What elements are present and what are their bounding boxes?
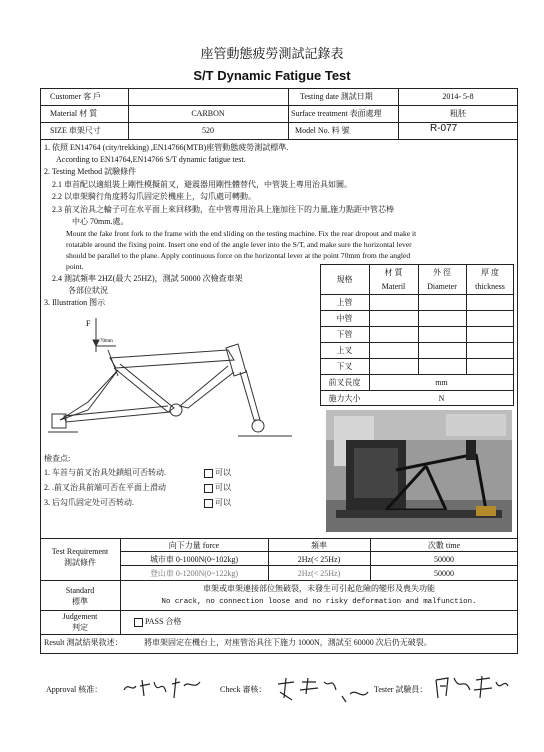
- tester-label: Tester 試驗員：: [374, 685, 428, 694]
- spec-col-spec: 規格: [336, 275, 353, 284]
- requirement-col-freq: 頻率: [311, 541, 327, 550]
- surface-label: Surface treatment 表面處理: [291, 109, 382, 118]
- checkpoint-1-checkbox[interactable]: [204, 469, 213, 478]
- requirement-label-en: Test Requirement: [51, 547, 109, 556]
- front-wheel-fixture: [252, 420, 264, 432]
- approval-signature: [114, 672, 214, 702]
- requirement-col-force: 向下力量 force: [168, 541, 220, 550]
- seat-stay: [60, 370, 118, 420]
- section2-item3b: 中心 70mm.處。: [72, 217, 129, 226]
- judgement-label-en: Judgement: [62, 612, 98, 621]
- spec-row-seat-stay: 上叉: [336, 346, 353, 355]
- requirement-col-count: 次數 time: [427, 541, 461, 550]
- dim-label: 70mm: [100, 339, 113, 344]
- checkpoint-1-option[interactable]: [204, 468, 231, 478]
- section2-item4b: 各部位狀況: [68, 286, 108, 295]
- spec-col-diameter-cn: 外 徑: [433, 268, 451, 277]
- section3-heading: 3. Illustration 图示: [44, 298, 106, 307]
- section2-en3: should be parallel to the plane. Apply continuous force on the horizontal lever at the point 70mm from the angled: [66, 251, 411, 260]
- spec-col-thickness-en: thickness: [475, 282, 505, 291]
- spec-fork-length-label: 前叉長度: [328, 378, 361, 387]
- material-label: Material 材 質: [50, 109, 98, 118]
- check-label: Check 審核：: [220, 685, 267, 694]
- result-text: 將車架固定在機台上，对座管治具往下施力 1000N，測試至 60000 次后仍无破裂。: [144, 638, 432, 647]
- section2-en1: Mount the fake front fork to the frame with the end sliding on the testing machine. Fix the rear dropout and make it: [66, 229, 417, 238]
- test-machine-photo: [326, 410, 512, 532]
- checkpoint-3-text: 3. 后勾爪固定处可否转动.: [44, 498, 134, 507]
- checkpoint-2-checkbox[interactable]: [204, 484, 213, 493]
- model-value: R-077: [430, 123, 458, 134]
- model-label: Model No. 料 號: [295, 126, 350, 135]
- spec-col-material-cn: 材 質: [384, 268, 403, 277]
- testing-date-value: 2014- 5-8: [442, 92, 474, 101]
- tester-signature: [430, 672, 510, 704]
- force-label: F: [86, 319, 91, 328]
- judgement-pass-checkbox[interactable]: [134, 618, 143, 627]
- chain-stay: [64, 406, 170, 422]
- spec-col-thickness-cn: 厚 度: [481, 268, 499, 277]
- seat-tube: [114, 364, 174, 412]
- checkpoint-1-text: 1. 车首与前叉治具处鎖組可否转动.: [44, 468, 166, 477]
- section2-item1: 2.1 車首配以適組裝上剛性模擬前叉，避震器用剛性體替代，中管裝上專用治具如圖。: [52, 180, 352, 189]
- section1-line2: According to EN14764,EN14766 S/T dynamic fatigue test.: [56, 155, 246, 164]
- requirement-row1-force: 城市車 0-1000N(0~102kg): [149, 555, 239, 564]
- material-value: CARBON: [191, 109, 225, 118]
- checkpoint-2-option[interactable]: [204, 483, 231, 493]
- standard-label-cn: 標準: [72, 597, 88, 606]
- requirement-row1-count: 50000: [434, 555, 454, 564]
- down-tube: [180, 366, 234, 408]
- surface-value: 粗胚: [450, 109, 466, 118]
- section1-line1: 1. 依照 EN14764 (city/trekking) ,EN14766(MTB)座管動態疲勞測試標準.: [44, 143, 289, 152]
- size-label: SIZE 車架尺寸: [50, 126, 101, 135]
- judgement-pass[interactable]: [134, 617, 181, 627]
- spec-fork-length-unit: mm: [435, 378, 448, 387]
- head-tube: [226, 344, 246, 376]
- section2-heading: 2. Testing Method 試驗條件: [44, 167, 137, 176]
- customer-label: Customer 客 戶: [50, 92, 102, 101]
- judgement-label-cn: 判定: [72, 623, 88, 632]
- checkpoint-2-text: 2. .前叉治具前端可否在平面上滑动: [44, 483, 166, 492]
- requirement-label-cn: 測試條件: [64, 558, 96, 567]
- section2-en4: point.: [66, 262, 84, 271]
- checkpoint-3-option-label: 可以: [215, 498, 231, 507]
- requirement-row2-freq: 2Hz(< 25Hz): [297, 569, 341, 578]
- section2-item2: 2.2 以車架騎行角度將勾爪固定於機座上，勾爪處可轉動。: [52, 192, 256, 201]
- checkpoints-heading: 檢查点:: [44, 454, 71, 463]
- spec-row-down-tube: 下管: [336, 330, 353, 339]
- testing-date-label: Testing date 測試日期: [300, 92, 373, 101]
- checkpoint-3-option[interactable]: [204, 498, 231, 508]
- title-en: S/T Dynamic Fatigue Test: [193, 68, 351, 83]
- section2-item3a: 2.3 前叉治具之輪子可在水平面上來回移動，在中管專用治具上施加往下的力量,施力點距中管芯棒: [52, 205, 394, 214]
- spec-col-material-en: Materil: [381, 282, 406, 291]
- section2-item4a: 2.4 測試頻率 2HZ(最大 25HZ)，測試 50000 次檢查車架: [52, 274, 243, 283]
- size-value: 520: [202, 126, 214, 135]
- approval-label: Approval 核准：: [46, 685, 103, 694]
- judgement-pass-label: PASS 合格: [145, 617, 182, 626]
- spec-force-label: 施力大小: [328, 394, 361, 403]
- fork: [240, 370, 260, 420]
- top-tube: [110, 350, 234, 368]
- check-signature: [272, 674, 372, 708]
- result-label: Result 測試結果敘述：: [44, 638, 123, 647]
- spec-row-seat-tube: 中管: [336, 314, 353, 323]
- section2-en2: rotatable around the fixing point. Insert one end of the angle lever into the S/T, and make sure the horizontal lever: [66, 240, 412, 249]
- requirement-row2-count: 50000: [434, 569, 454, 578]
- spec-row-chain-stay: 下叉: [336, 362, 353, 371]
- checkpoint-1-option-label: 可以: [215, 468, 231, 477]
- requirement-row1-freq: 2Hz(< 25Hz): [297, 555, 341, 564]
- checkpoint-2-option-label: 可以: [215, 483, 231, 492]
- standard-label-en: Standard: [65, 586, 95, 595]
- spec-force-unit: N: [438, 394, 445, 403]
- standard-en: No crack, no connection loose and no risky deformation and malfunction.: [161, 598, 477, 606]
- standard-cn: 車架或車架連接部位無破裂，未發生可引起危險的變形及喪失功能: [203, 584, 435, 593]
- spec-row-top-tube: 上管: [336, 298, 353, 307]
- checkpoint-3-checkbox[interactable]: [204, 499, 213, 508]
- requirement-row2-force: 登山車 0-1200N(0~122kg): [149, 569, 239, 578]
- frame-illustration: [48, 310, 304, 445]
- spec-col-diameter-en: Diameter: [427, 282, 457, 291]
- title-cn: 座管動態疲勞測試記錄表: [200, 46, 344, 61]
